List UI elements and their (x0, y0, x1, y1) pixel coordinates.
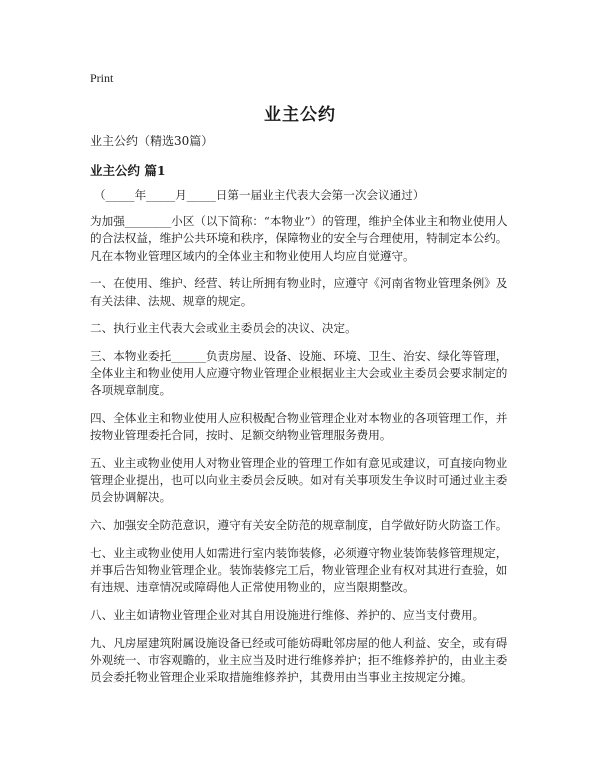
paragraph-article-5: 五、业主或物业使用人对物业管理企业的管理工作如有意见或建议，可直接向物业管理企业提出，也可以向业主委员会反映。如对有关事项发生争议时可通过业主委员会协调解决。 (90, 455, 508, 505)
document-body (90, 187, 515, 697)
paragraph-article-4: 四、全体业主和物业使用人应积极配合物业管理企业对本物业的各项管理工作，并按物业管理委托合同，按时、足额交纳物业管理服务费用。 (90, 411, 508, 443)
paragraph-article-2: 二、执行业主代表大会或业主委员会的决议、决定。 (90, 321, 357, 336)
paragraph-article-7: 七、业主或物业使用人如需进行室内装饰装修，必须遵守物业装饰装修管理规定，并事后告知物业管理企业。装饰装修完工后，物业管理企业有权对其进行查验，如有违规、违章情况或障碍他人正常使用物业的，应当限期整改。 (90, 545, 508, 595)
print-link[interactable]: Print (90, 71, 114, 85)
paragraph-article-8: 八、业主如请物业管理企业对其自用设施进行维修、养护的、应当支付费用。 (90, 607, 485, 622)
paragraph-article-9: 九、凡房屋建筑附属设施设备已经或可能妨碍毗邻房屋的他人利益、安全，或有碍外观统一、市容观瞻的，业主应当及时进行维修养护；拒不维修养护的，由业主委员会委托物业管理企业采取措施维修养护，其费用由当事业主按规定分摊。 (90, 635, 508, 684)
paragraph-article-1: 一、在使用、维护、经营、转让所拥有物业时，应遵守《河南省物业管理条例》及有关法律、法规、规章的规定。 (90, 276, 508, 308)
document-subtitle: 业主公约（精选30篇） (90, 134, 214, 148)
paragraph-preamble: 为加强________小区（以下简称：“本物业”）的管理，维护全体业主和物业使用人的合法权益，维护公共环境和秩序，保障物业的安全与合理使用，特制定本公约。凡在本物业管理区域内的全体业主和物业使用人均应自觉遵守。 (90, 214, 508, 263)
paragraph-article-6: 六、加强安全防范意识，遵守有关安全防范的规章制度，自学做好防火防盗工作。 (90, 518, 508, 533)
adoption-date-line: （_____年_____月_____日第一届业主代表大会第一次会议通过） (94, 188, 425, 202)
document-title: 业主公约 (264, 105, 336, 125)
section-heading: 业主公约 篇1 (90, 163, 166, 178)
paragraph-article-3: 三、本物业委托______负责房屋、设备、设施、环境、卫生、治安、绿化等管理，全体业主和物业使用人应遵守物业管理企业根据业主大会或业主委员会要求制定的各项规章制度。 (90, 348, 508, 398)
